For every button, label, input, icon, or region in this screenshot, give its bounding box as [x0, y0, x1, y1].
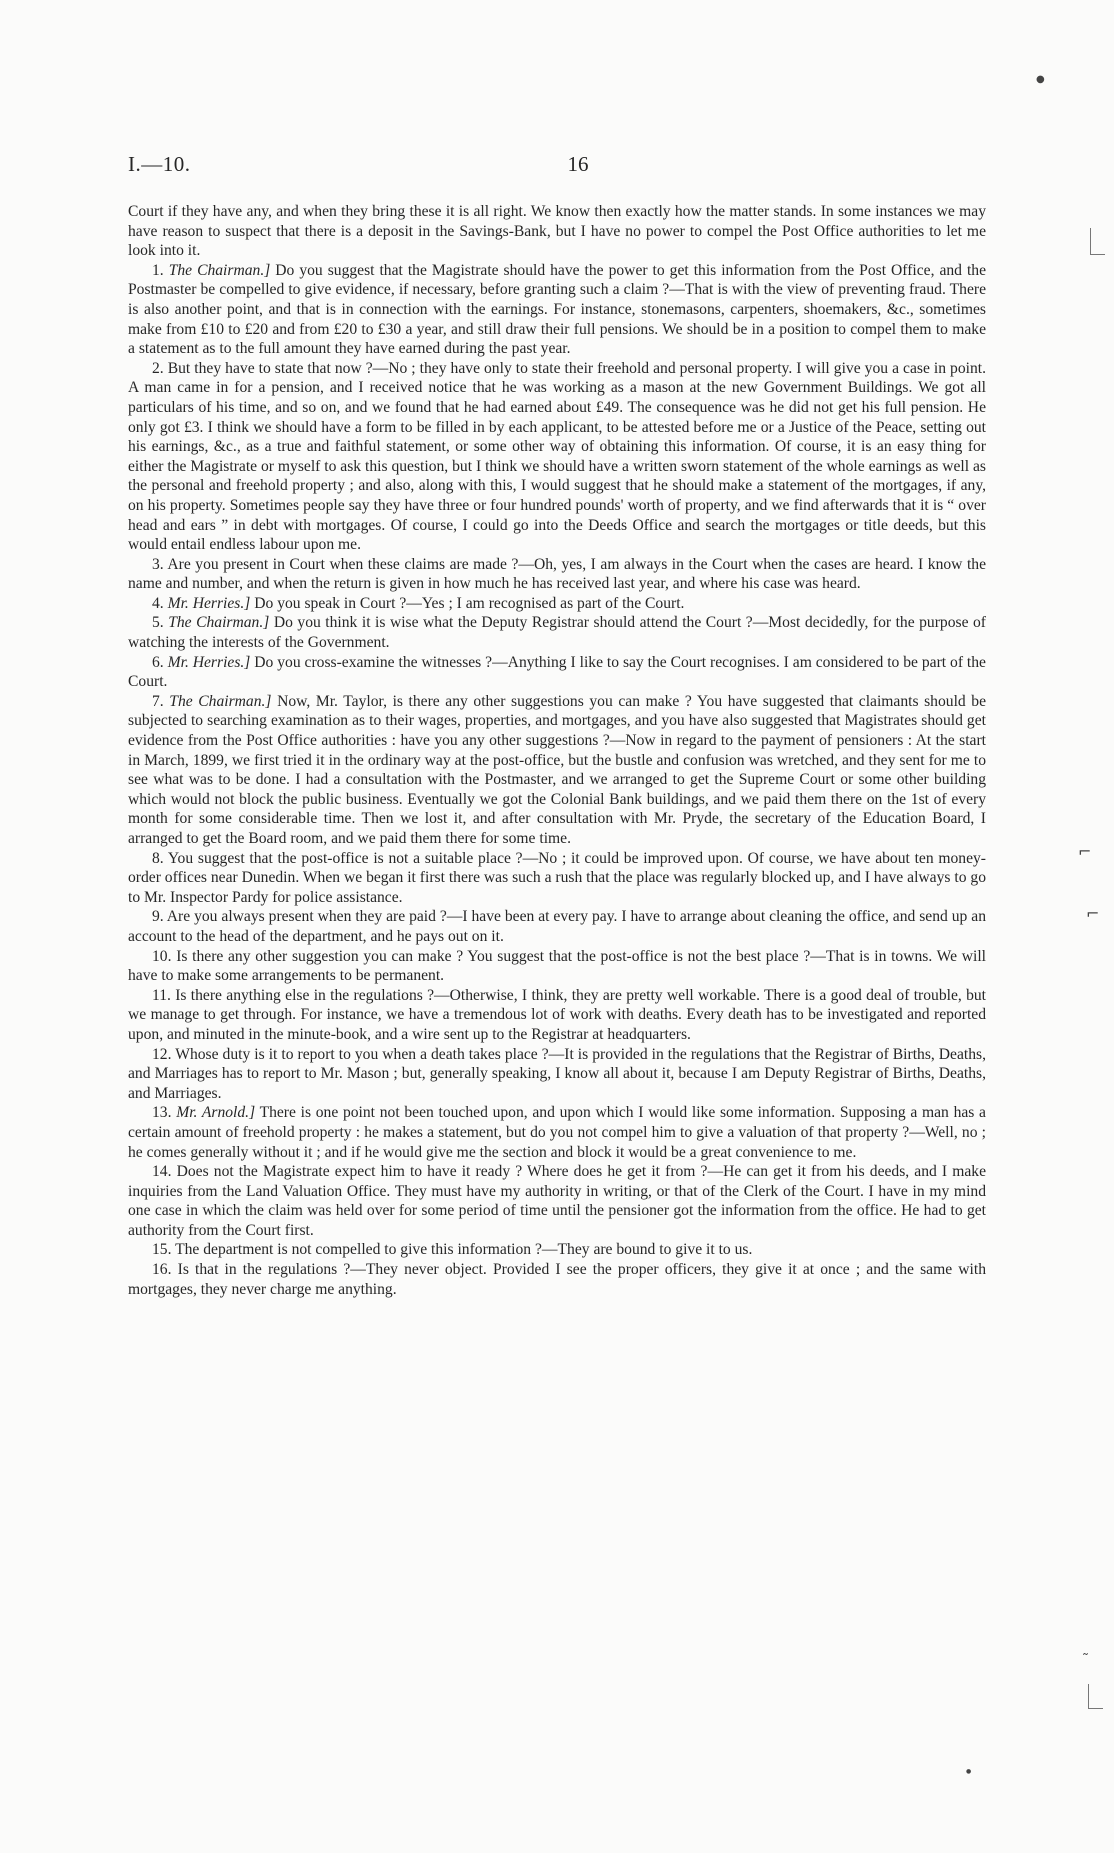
paragraph-text: Do you cross-examine the witnesses ?—Anything I like to say the Court recognises. I am considered to be part of the Court. — [128, 653, 986, 691]
paragraph — [128, 594, 986, 614]
paragraph — [128, 1240, 986, 1260]
paragraph — [128, 849, 986, 908]
paragraph-text: There is one point not been touched upon, and upon which I would like some information. Supposing a man has a certain amount of freehold property : he makes a statement, but do you not compel him to give a valuation of that property ?—Well, no ; he comes generally without it ; and if he would give me the section and block it would be a great convenience to me. — [128, 1104, 986, 1161]
question-number: 7. — [152, 692, 170, 710]
question-number: 14. — [152, 1163, 177, 1181]
margin-bracket-mark — [1090, 228, 1105, 255]
paragraph — [128, 555, 986, 594]
speaker-name: The Chairman.] — [169, 692, 272, 710]
question-number: 6. — [152, 653, 168, 671]
question-number: 15. — [152, 1241, 176, 1259]
margin-tick-mark: ˜ — [1082, 1652, 1089, 1668]
paragraph-text: Is that in the regulations ?—They never object. Provided I see the proper officers, they give it at once ; and the same with mortgages, they never charge me anything. — [128, 1261, 986, 1298]
margin-tick-mark: ⌐ — [1086, 904, 1100, 923]
question-number: 5. — [152, 614, 169, 632]
page-number: 16 — [567, 152, 589, 176]
speaker-name: The Chairman.] — [168, 261, 271, 279]
paragraph-text: Do you speak in Court ?—Yes ; I am recognised as part of the Court. — [250, 594, 685, 612]
paragraph — [128, 692, 986, 849]
margin-dot-mark: ● — [966, 1768, 972, 1775]
speaker-name: Mr. Herries.] — [167, 653, 251, 671]
paragraph — [128, 653, 986, 692]
question-number: 12. — [152, 1045, 176, 1063]
speaker-name: Mr. Herries.] — [167, 594, 251, 612]
question-number: 13. — [152, 1104, 177, 1122]
question-number: 3. — [152, 555, 168, 573]
question-number: 9. — [152, 908, 167, 926]
paragraph-text: But they have to state that now ?—No ; they have only to state their freehold and personal property. I will give you a case in point. A man came in for a pension, and I received notice that he was working as a mason at the new Government Buildings. We got all particulars of his time, and so on, and we found that he had earned about £49. The consequence was he did not get his full pension. He only got £3. I think we should have a form to be filled in by each applicant, to be attested before me or a Justice of the Peace, setting out his earnings, &c., as a true and faithful statement, or some other way of obtaining this information. Of course, it is an easy thing for either the Magistrate or myself to ask this question, but I think we should have a written sworn statement of the whole earnings as well as the personal and freehold property ; and also, along with this, I would suggest that he should make a statement of the mortgages, if any, on his property. Sometimes people say they have three or four hundred pounds' worth of property, and we find afterwards that it is “ over head and ears ” in debt with mortgages. Of course, I could go into the Deeds Office and search the mortgages or title deeds, but this would entail endless labour upon me. — [128, 359, 987, 554]
speaker-name: The Chairman.] — [168, 614, 270, 632]
question-number: 1. — [152, 261, 169, 279]
paragraph — [128, 1162, 986, 1240]
paragraph-text: Is there any other suggestion you can make ? You suggest that the post-office is not the best place ?—That is in towns. We will have to make some arrangements to be permanent. — [128, 947, 986, 985]
speaker-name: Mr. Arnold.] — [176, 1104, 256, 1122]
paragraph — [128, 1045, 986, 1104]
document-reference: I.—10. — [128, 152, 191, 176]
paragraph-text: Is there anything else in the regulations ?—Otherwise, I think, they are pretty well workable. There is a good deal of trouble, but we manage to get through. For instance, we have a tremendous lot of work with deaths. Every death has to be investigated and reported upon, and minuted in the minute-book, and a wire sent up to the Registrar at headquarters. — [128, 986, 987, 1043]
margin-bracket-mark — [1088, 1684, 1103, 1709]
paragraph — [128, 261, 986, 359]
paragraph-text: The department is not compelled to give this information ?—They are bound to give it to us. — [175, 1241, 753, 1259]
paragraph — [128, 947, 986, 986]
question-number: 10. — [152, 947, 177, 965]
paragraph — [128, 986, 986, 1045]
paragraph — [128, 907, 986, 946]
paragraph-text: Are you present in Court when these claims are made ?—Oh, yes, I am always in the Court when the cases are heard. I know the name and number, and when the return is given in how much he has received last year, and where his case was heard. — [128, 555, 986, 593]
document-body — [128, 202, 986, 1299]
paragraph — [128, 359, 986, 555]
paragraph-text: Now, Mr. Taylor, is there any other suggestions you can make ? You have suggested that claimants should be subjected to searching examination as to their wages, properties, and mortgages, and you have also suggested that Magistrates should get evidence from the Post Office authorities : have you any other suggestions ?—Now in regard to the payment of pensioners : At the start in March, 1899, we first tried it in the ordinary way at the post-office, but the bustle and confusion was wretched, and they sent for me to see what was to be done. I had a consultation with the Postmaster, and we arranged to get the Supreme Court or some other building which would not block the public business. Eventually we got the Colonial Bank buildings, and we paid them there on the 1st of every month for some considerable time. Then we lost it, and after consultation with Mr. Pryde, the secretary of the Education Board, I arranged to get the Board room, and we paid them there for some time. — [128, 692, 986, 847]
paragraph — [128, 1103, 986, 1162]
paragraph-text: Does not the Magistrate expect him to have it ready ? Where does he get it from ?—He can get it from his deeds, and I make inquiries from the Land Valuation Office. They must have my authority in writing, or that of the Clerk of the Court. I have in my mind one case in which the claim was held over for some period of time until the pensioner got the information from the office. He had to get authority from the Court first. — [128, 1163, 986, 1239]
question-number: 8. — [152, 849, 168, 867]
paragraph-text: Court if they have any, and when they bring these it is all right. We know then exactly how the matter stands. In some instances we may have reason to suspect that there is a deposit in the Savings-Bank, but I have no power to compel the Post Office authorities to let me look into it. — [128, 203, 986, 260]
paragraph — [128, 613, 986, 652]
paragraph-text: Whose duty is it to report to you when a death takes place ?—It is provided in the regulations that the Registrar of Births, Deaths, and Marriages has to report to Mr. Mason ; but, generally speaking, I know all about it, because I am Deputy Registrar of Births, Deaths, and Marriages. — [128, 1045, 986, 1102]
paragraph — [128, 202, 986, 261]
page-header — [128, 152, 988, 188]
paragraph-text: Do you think it is wise what the Deputy Registrar should attend the Court ?—Most decidedly, for the purpose of watching the interests of the Government. — [128, 614, 986, 652]
paragraph — [128, 1260, 986, 1299]
paragraph-text: Do you suggest that the Magistrate should have the power to get this information from the Post Office, and the Postmaster be compelled to give evidence, if necessary, before granting such a claim ?—That is with the view of preventing fraud. There is also another point, and that is in connection with the earnings. For instance, stonemasons, carpenters, shoemakers, &c., sometimes make from £10 to £20 and from £20 to £30 a year, and still draw their full pensions. We should be in a position to compel them to make a statement as to the full amount they have earned during the past year. — [128, 261, 987, 358]
paragraph-text: You suggest that the post-office is not a suitable place ?—No ; it could be improved upon. Of course, we have about ten money-order offices near Dunedin. When we began it first there was such a rush that the place was regularly blocked up, and I have always to go to Mr. Inspector Pardy for police assistance. — [128, 849, 987, 906]
question-number: 11. — [152, 986, 176, 1004]
paragraph-text: Are you always present when they are paid ?—I have been at every pay. I have to arrange about cleaning the office, and send up an account to the head of the department, and he pays out on it. — [128, 908, 986, 945]
question-number: 2. — [152, 359, 168, 377]
question-number: 4. — [152, 594, 168, 612]
margin-dot-mark: ● — [1036, 74, 1045, 85]
margin-tick-mark: ⌐ — [1078, 842, 1092, 861]
question-number: 16. — [152, 1261, 178, 1279]
